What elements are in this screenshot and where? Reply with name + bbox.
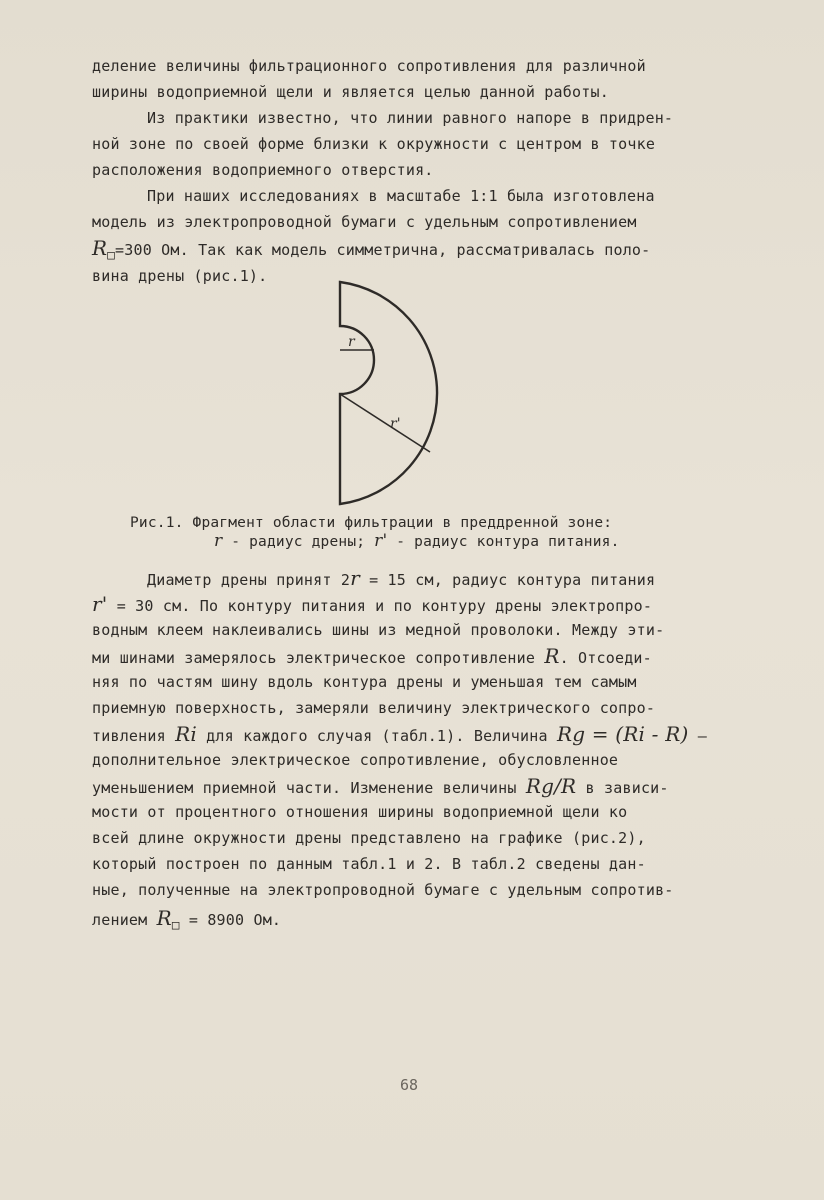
text-fragment: . Отсоеди- bbox=[559, 649, 652, 667]
text-line: ширины водоприемной щели и является целью данной работы. bbox=[92, 83, 609, 101]
text-fragment: тивления bbox=[92, 727, 176, 745]
text-line: няя по частям шину вдоль контура дрены и уменьшая тем самым bbox=[92, 673, 637, 691]
text-line bbox=[92, 724, 707, 746]
text-line: При наших исследованиях в масштабе 1:1 была изготовлена bbox=[147, 187, 655, 205]
text-line: приемную поверхность, замеряли величину электрического сопро- bbox=[92, 699, 656, 717]
text-line: мости от процентного отношения ширины водоприемной щели ко bbox=[92, 803, 628, 821]
text-line: который построен по данным табл.1 и 2. В табл.2 сведены дан- bbox=[92, 855, 646, 873]
text-line: ной зоне по своей форме близки к окружности с центром в точке bbox=[92, 135, 656, 153]
symbol-Ri: Ri bbox=[175, 722, 197, 746]
text-fragment: = 8900 Ом. bbox=[179, 911, 282, 929]
figure-caption-line2 bbox=[214, 531, 620, 552]
text-line: расположения водоприемного отверстия. bbox=[92, 161, 434, 179]
text-line: вина дрены (рис.1). bbox=[92, 267, 268, 285]
formula-rg-over-r: Rg/R bbox=[525, 774, 577, 798]
symbol-r-prime: r' bbox=[374, 531, 388, 551]
text-fragment: в зависи- bbox=[576, 779, 669, 797]
symbol-r: r bbox=[350, 566, 360, 590]
filtration-region-outline bbox=[340, 282, 437, 504]
text-line: Из практики известно, что линии равного напоре в придрен- bbox=[147, 109, 674, 127]
symbol-r-box: R bbox=[156, 906, 172, 930]
symbol-r-prime: r' bbox=[92, 592, 108, 616]
text-fragment: для каждого случая (табл.1). Величина bbox=[196, 727, 557, 745]
text-line bbox=[92, 594, 652, 616]
text-line: ные, полученные на электропроводной бумаге с удельным сопротив- bbox=[92, 881, 674, 899]
subscript-box: □ bbox=[171, 917, 180, 932]
text-fragment: - радиус дрены; bbox=[222, 534, 375, 550]
text-fragment: = 15 см, радиус контура питания bbox=[359, 571, 656, 589]
text-line bbox=[92, 908, 281, 935]
symbol-r-box: R bbox=[92, 236, 108, 260]
label-r-prime: r' bbox=[390, 416, 401, 432]
text-fragment: Диаметр дрены принят 2 bbox=[147, 571, 351, 589]
text-fragment: - радиус контура питания. bbox=[387, 534, 620, 550]
text-line bbox=[147, 568, 655, 590]
text-fragment: уменьшением приемной части. Изменение величины bbox=[92, 779, 526, 797]
figure-drain-fragment bbox=[318, 278, 448, 508]
text-line: модель из электропроводной бумаги с удельным сопротивлением bbox=[92, 213, 637, 231]
page-number: 68 bbox=[400, 1076, 419, 1094]
text-line: дополнительное электрическое сопротивление, обусловленное bbox=[92, 751, 619, 769]
label-r: r bbox=[348, 334, 355, 350]
text-fragment: – bbox=[688, 727, 707, 745]
symbol-R: R bbox=[544, 644, 560, 668]
text-fragment: = 30 см. По контуру питания и по контуру дрены электропро- bbox=[107, 597, 653, 615]
text-line: водным клеем наклеивались шины из медной проволоки. Между эти- bbox=[92, 621, 665, 639]
text-fragment: =300 Ом. Так как модель симметрична, рассматривалась поло- bbox=[115, 241, 651, 259]
figure-caption: Рис.1. Фрагмент области фильтрации в преддренной зоне: bbox=[130, 515, 613, 531]
radius-r-prime-line bbox=[340, 394, 430, 452]
text-fragment: ми шинами замерялось электрическое сопротивление bbox=[92, 649, 545, 667]
text-line: деление величины фильтрационного сопротивления для различной bbox=[92, 57, 646, 75]
formula-rg: Rg = (Ri - R) bbox=[556, 722, 689, 746]
subscript-box: □ bbox=[107, 247, 115, 262]
symbol-r: r bbox=[214, 531, 223, 551]
text-line bbox=[92, 646, 652, 668]
text-fragment: лением bbox=[92, 911, 157, 929]
text-line: всей длине окружности дрены представлено на графике (рис.2), bbox=[92, 829, 646, 847]
text-line bbox=[92, 776, 669, 798]
text-line bbox=[92, 238, 650, 265]
